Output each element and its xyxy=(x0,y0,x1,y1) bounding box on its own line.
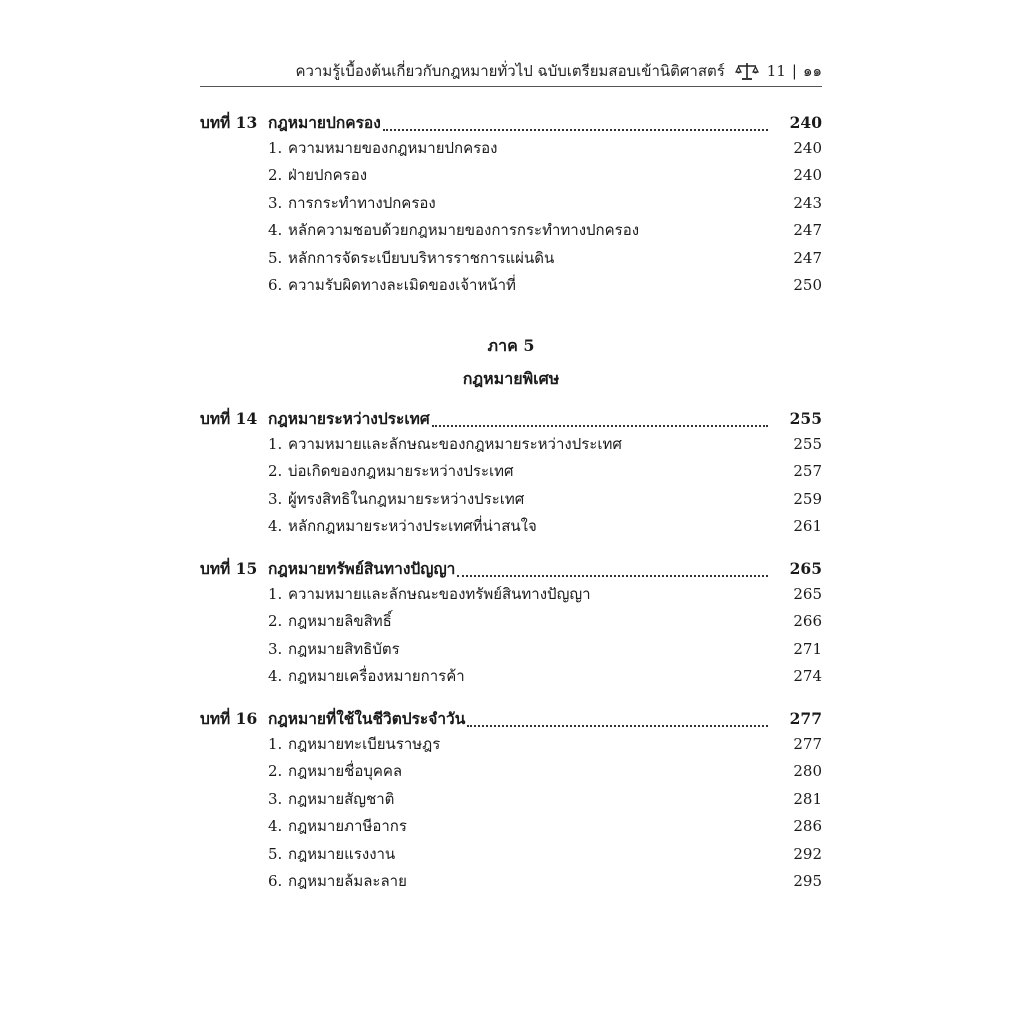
item-page: 255 xyxy=(793,435,822,453)
chapter-heading xyxy=(200,110,822,136)
chapter-heading xyxy=(200,406,822,432)
item-number: 6. xyxy=(268,275,283,294)
item-page: 261 xyxy=(793,517,822,536)
toc-item xyxy=(200,732,822,759)
item-page: 259 xyxy=(793,489,822,508)
toc-item xyxy=(200,869,822,896)
item-number: 2. xyxy=(268,762,283,781)
chapter-title: กฎหมายที่ใช้ในชีวิตประจำวัน xyxy=(268,709,466,728)
item-title: ความหมายและลักษณะของทรัพย์สินทางปัญญา xyxy=(288,585,591,603)
item-number: 2. xyxy=(268,166,283,185)
item-page: 280 xyxy=(793,762,822,781)
item-number: 2. xyxy=(268,462,283,481)
item-page: 243 xyxy=(793,193,822,212)
page-number-arabic: 11 xyxy=(766,62,786,80)
header-divider xyxy=(200,86,822,87)
toc-item xyxy=(200,273,822,300)
item-title: ผู้ทรงสิทธิในกฎหมายระหว่างประเทศ xyxy=(288,489,525,508)
item-title: การกระทำทางปกครอง xyxy=(288,193,436,212)
toc-item xyxy=(200,459,822,486)
chapter-page: 255 xyxy=(789,409,822,428)
item-number: 4. xyxy=(268,221,283,240)
chapter-heading xyxy=(200,706,822,732)
item-page: 257 xyxy=(793,462,822,481)
item-title: ความหมายและลักษณะของกฎหมายระหว่างประเทศ xyxy=(288,435,622,453)
part-label: ภาค 5 xyxy=(487,336,535,355)
item-number: 6. xyxy=(268,871,283,890)
item-title: กฎหมายทะเบียนราษฎร xyxy=(288,735,441,753)
toc-item xyxy=(200,218,822,245)
item-title: หลักความชอบด้วยกฎหมายของการกระทำทางปกครอง xyxy=(288,221,640,240)
toc-item xyxy=(200,664,822,691)
toc-item xyxy=(200,487,822,514)
dot-leader xyxy=(383,119,768,131)
item-number: 3. xyxy=(268,489,283,508)
item-number: 4. xyxy=(268,817,283,836)
item-title: กฎหมายสัญชาติ xyxy=(288,789,395,808)
item-number: 5. xyxy=(268,248,283,267)
chapter-16-section xyxy=(200,706,822,896)
item-page: 250 xyxy=(793,275,822,294)
item-page: 277 xyxy=(793,735,822,753)
chapter-number: บทที่ 14 xyxy=(200,409,258,428)
item-page: 265 xyxy=(793,585,822,603)
chapter-number: บทที่ 16 xyxy=(200,709,258,728)
chapter-page: 240 xyxy=(789,113,822,132)
chapter-title: กฎหมายปกครอง xyxy=(268,113,381,132)
chapter-page: 277 xyxy=(789,709,822,728)
dot-leader xyxy=(457,565,768,577)
dot-leader xyxy=(467,715,768,727)
item-title: ความรับผิดทางละเมิดของเจ้าหน้าที่ xyxy=(288,275,516,294)
running-header xyxy=(200,58,822,84)
chapter-title: กฎหมายระหว่างประเทศ xyxy=(268,409,430,428)
chapter-heading xyxy=(200,556,822,582)
item-title: กฎหมายชื่อบุคคล xyxy=(288,762,403,781)
toc-item xyxy=(200,136,822,163)
item-page: 295 xyxy=(793,871,822,890)
scales-of-justice-icon xyxy=(735,61,759,81)
item-number: 3. xyxy=(268,193,283,212)
item-title: กฎหมายภาษีอากร xyxy=(288,817,407,836)
toc-item xyxy=(200,432,822,459)
item-number: 5. xyxy=(268,844,283,863)
chapter-number: บทที่ 15 xyxy=(200,559,258,578)
item-number: 2. xyxy=(268,612,283,631)
toc-item xyxy=(200,246,822,273)
page-number-separator: | xyxy=(791,62,797,80)
item-page: 281 xyxy=(793,789,822,808)
item-number: 4. xyxy=(268,667,283,686)
item-page: 271 xyxy=(793,639,822,658)
part-title: กฎหมายพิเศษ xyxy=(462,369,560,388)
item-title: หลักกฎหมายระหว่างประเทศที่น่าสนใจ xyxy=(288,517,537,536)
item-number: 1. xyxy=(268,585,283,603)
toc-item xyxy=(200,582,822,609)
item-title: บ่อเกิดของกฎหมายระหว่างประเทศ xyxy=(288,462,514,481)
item-page: 266 xyxy=(793,612,822,631)
item-number: 3. xyxy=(268,639,283,658)
item-title: หลักการจัดระเบียบบริหารราชการแผ่นดิน xyxy=(288,248,555,267)
toc-item xyxy=(200,609,822,636)
item-number: 1. xyxy=(268,435,283,453)
chapter-13-section xyxy=(200,110,822,300)
item-page: 247 xyxy=(793,221,822,240)
toc-item xyxy=(200,842,822,869)
item-number: 1. xyxy=(268,735,283,753)
page-number-thai: ๑๑ xyxy=(802,62,822,80)
item-page: 286 xyxy=(793,817,822,836)
toc-item xyxy=(200,514,822,541)
toc-item xyxy=(200,759,822,786)
item-number: 3. xyxy=(268,789,283,808)
item-title: กฎหมายล้มละลาย xyxy=(288,871,407,890)
item-title: กฎหมายเครื่องหมายการค้า xyxy=(288,667,465,686)
item-title: ความหมายของกฎหมายปกครอง xyxy=(288,139,498,157)
dot-leader xyxy=(432,415,768,427)
running-header-title: ความรู้เบื้องต้นเกี่ยวกับกฎหมายทั่วไป ฉบับเตรียมสอบเข้านิติศาสตร์ xyxy=(295,62,725,80)
item-page: 247 xyxy=(793,248,822,267)
item-number: 1. xyxy=(268,139,283,157)
toc-item xyxy=(200,814,822,841)
item-page: 240 xyxy=(793,139,822,157)
item-title: ฝ่ายปกครอง xyxy=(288,166,368,185)
item-number: 4. xyxy=(268,517,283,536)
chapter-number: บทที่ 13 xyxy=(200,113,258,132)
chapter-title: กฎหมายทรัพย์สินทางปัญญา xyxy=(268,559,456,578)
toc-item xyxy=(200,191,822,218)
toc-item xyxy=(200,163,822,190)
item-page: 240 xyxy=(793,166,822,185)
item-title: กฎหมายลิขสิทธิ์ xyxy=(288,612,392,631)
item-page: 274 xyxy=(793,667,822,686)
item-title: กฎหมายสิทธิบัตร xyxy=(288,639,400,658)
item-title: กฎหมายแรงงาน xyxy=(288,844,396,863)
chapter-page: 265 xyxy=(789,559,822,578)
item-page: 292 xyxy=(793,844,822,863)
toc-item xyxy=(200,637,822,664)
chapter-15-section xyxy=(200,556,822,692)
toc-item xyxy=(200,787,822,814)
chapter-14-section xyxy=(200,406,822,542)
